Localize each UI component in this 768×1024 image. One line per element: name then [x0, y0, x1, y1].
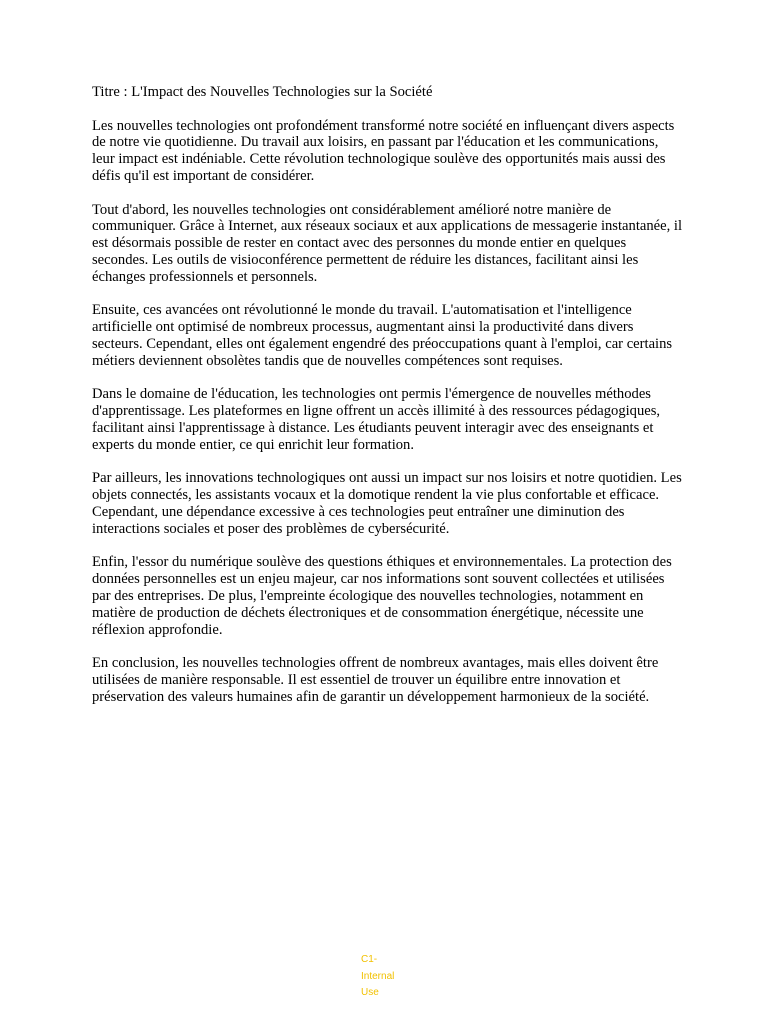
paragraph-conclusion: En conclusion, les nouvelles technologies offrent de nombreux avantages, mais elles doivent être utilisées de manière responsable. Il est essentiel de trouver un équilibre entre innovation et préservation des valeurs humaines afin de garantir un développement harmonieux de la société. [92, 655, 659, 705]
paragraph-work: Ensuite, ces avancées ont révolutionné le monde du travail. L'automatisation et l'intelligence artificielle ont optimisé de nombreux processus, augmentant ainsi la productivité dans divers secteurs. Cependant, elles ont également engendré des préoccupations quant à l'emploi, car certains métiers deviennent obsolètes tandis que de nouvelles compétences sont requises. [92, 302, 673, 369]
classification-label: C1-Internal Use [361, 954, 395, 998]
paragraph-education: Dans le domaine de l'éducation, les technologies ont permis l'émergence de nouvelles méthodes d'apprentissage. Les plateformes en ligne offrent un accès illimité à des ressources pédagogiques, facilitant ainsi l'apprentissage à distance. Les étudiants peuvent interagir avec des enseignants et experts du monde entier, ce qui enrichit leur formation. [92, 386, 661, 453]
document-title: Titre : L'Impact des Nouvelles Technologies sur la Société [92, 84, 433, 100]
document-body [92, 84, 682, 722]
paragraph-ethics: Enfin, l'essor du numérique soulève des questions éthiques et environnementales. La protection des données personnelles est un enjeu majeur, car nos informations sont souvent collectées et utilisées par des entreprises. De plus, l'empreinte écologique des nouvelles technologies, notamment en matière de production de déchets électroniques et de consommation énergétique, nécessite une réflexion approfondie. [92, 554, 672, 638]
paragraph-intro: Les nouvelles technologies ont profondément transformé notre société en influençant divers aspects de notre vie quotidienne. Du travail aux loisirs, en passant par l'éducation et les communications, leur impact est indéniable. Cette révolution technologique soulève des opportunités mais aussi des défis qu'il est important de considérer. [92, 117, 675, 184]
paragraph-leisure: Par ailleurs, les innovations technologiques ont aussi un impact sur nos loisirs et notre quotidien. Les objets connectés, les assistants vocaux et la domotique rendent la vie plus confortable et efficace. Cependant, une dépendance excessive à ces technologies peut entraîner une diminution des interactions sociales et poser des problèmes de cybersécurité. [92, 470, 682, 537]
paragraph-communication: Tout d'abord, les nouvelles technologies ont considérablement amélioré notre manière de communiquer. Grâce à Internet, aux réseaux sociaux et aux applications de messagerie instantanée, il est désormais possible de rester en contact avec des personnes du monde entier en quelques secondes. Les outils de visioconférence permettent de réduire les distances, facilitant ainsi les échanges professionnels et personnels. [92, 201, 683, 285]
